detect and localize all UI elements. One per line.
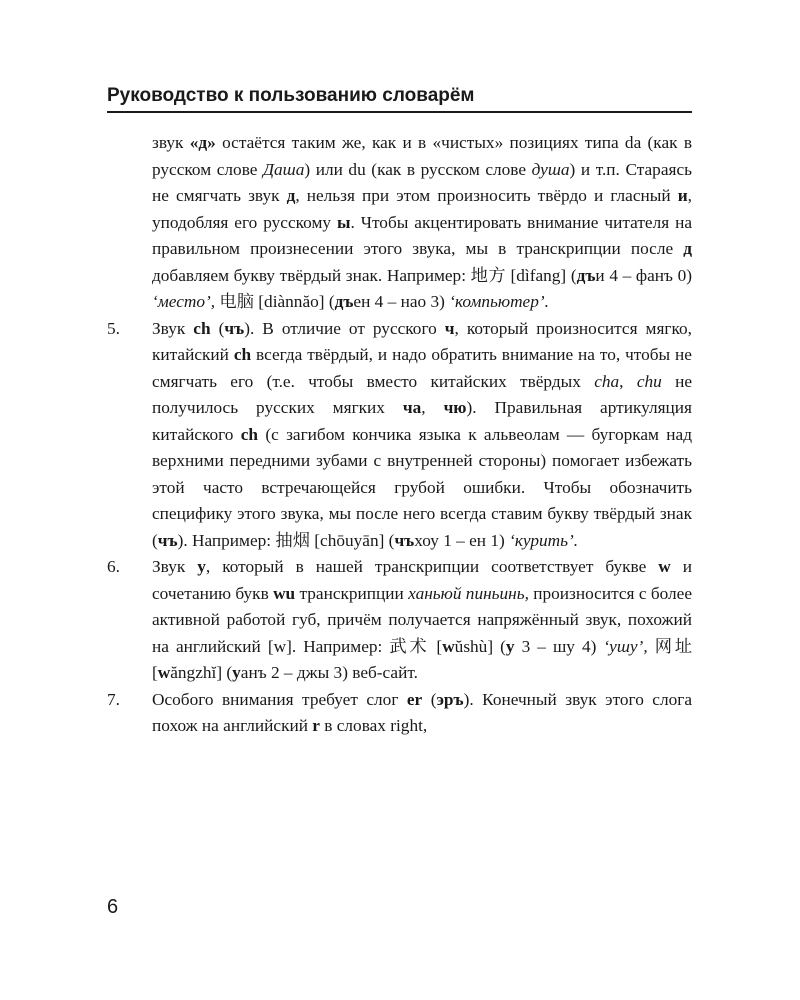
list-number: 6. bbox=[107, 557, 120, 576]
list-number: 5. bbox=[107, 318, 120, 338]
page-number: 6 bbox=[107, 896, 119, 918]
running-header: Руководство к пользованию словарём bbox=[107, 84, 692, 113]
continuation-paragraph: звук «д» остаётся таким же, как и в «чистых» позициях типа da (как в русском слове Даша) или du (как в русском слове душа) и т.п. Стараясь не смягчать звук д, нельзя при этом произносить твёрдо и гласный и, уподобляя его русскому ы. Чтобы акцентировать внимание читателя на правильном произнесении этого звука, мы в транскрипции после д добавляем букву твёрдый знак. Например: 地方 [dìfang] (дъи 4 – фанъ 0) ‘место’, 电脑 [diànnăo] (дъен 4 – нао 3) ‘компьютер’. bbox=[152, 133, 693, 311]
list-number: 7. bbox=[107, 689, 120, 709]
page-body bbox=[107, 130, 692, 740]
list-item-5: 5. Звук ch (чъ). В отличие от русского ч, который произносится мягко, китайский ch всегда твёрдый, и надо обратить внимание на то, чтобы не смягчать его (т.е. чтобы вместо китайских твёрдых cha, chu не получилось русских мягких ча, чю). Правильная артикуляция китайского ch (с загибом кончика языка к альвеолам — бугоркам над верхними передними зубами с внутренней стороны) помогает избежать этой часто встречающейся грубой ошибки. Чтобы обозначить специфику этого звука, мы после него всегда ставим букву твёрдый знак (чъ). Например: 抽烟 [chōuyān] (чъхоу 1 – ен 1) ‘курить’. bbox=[107, 316, 692, 555]
list-item-6: 6. Звук у, который в нашей транскрипции соответствует букве w и сочетанию букв wu транскрипции ханьюй пиньинь, произносится с более активной работой губ, причём получается напряжённый звук, похожий на английский [w]. Например: 武术 [wŭshù] (у 3 – шу 4) ‘ушу’, 网址 [wăngzhĭ] (уанъ 2 – джы 3) веб-сайт. bbox=[107, 554, 692, 687]
list-item-7: 7. Особого внимания требует слог er (эръ). Конечный звук этого слога похож на английский r в словах right, bbox=[107, 687, 692, 740]
